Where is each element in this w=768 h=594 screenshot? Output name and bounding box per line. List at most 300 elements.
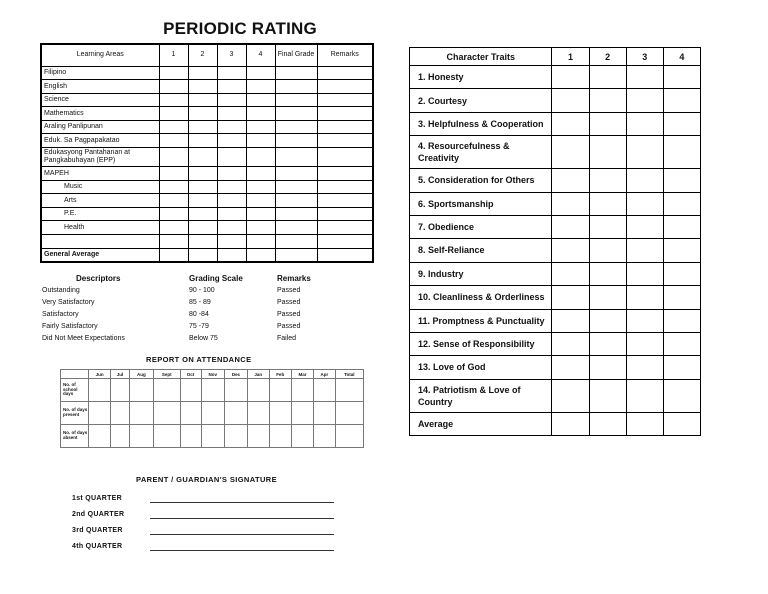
grade-cell[interactable] <box>246 80 275 94</box>
attendance-month-header: Nov <box>201 370 225 379</box>
trait-rating-cell[interactable] <box>589 309 626 332</box>
learning-area-row <box>41 207 373 221</box>
attendance-cell[interactable] <box>180 402 201 425</box>
attendance-cell[interactable] <box>291 379 313 402</box>
attendance-header-row <box>61 370 364 379</box>
general-average-row <box>41 248 373 262</box>
periodic-rating-table <box>40 43 374 263</box>
learning-area-row <box>41 134 373 148</box>
attendance-cell[interactable] <box>291 402 313 425</box>
learning-area-row <box>41 148 373 167</box>
grade-cell[interactable] <box>188 167 217 181</box>
grade-cell[interactable] <box>217 66 246 80</box>
descriptor-cell: 85 - 89 <box>189 298 211 306</box>
learning-area-label: English <box>41 80 159 94</box>
grade-cell[interactable] <box>275 93 317 107</box>
attendance-cell[interactable] <box>129 402 153 425</box>
attendance-cell[interactable] <box>201 402 225 425</box>
trait-rating-cell[interactable] <box>663 112 700 135</box>
trait-row <box>410 192 701 215</box>
learning-area-row <box>41 221 373 235</box>
grade-cell[interactable] <box>246 93 275 107</box>
learning-area-label: Edukasyong Pantahanan at Pangkabuhayan (EPP) <box>41 148 159 167</box>
learning-area-label: Eduk. Sa Pagpapakatao <box>41 134 159 148</box>
trait-label: 6. Sportsmanship <box>410 192 552 215</box>
attendance-cell[interactable] <box>335 425 363 448</box>
grade-cell[interactable] <box>275 66 317 80</box>
grade-cell[interactable] <box>159 80 188 94</box>
grade-cell[interactable] <box>188 221 217 235</box>
grade-cell[interactable] <box>217 93 246 107</box>
grade-cell[interactable] <box>246 148 275 167</box>
learning-area-label: Science <box>41 93 159 107</box>
learning-area-row <box>41 167 373 181</box>
grade-cell[interactable] <box>217 221 246 235</box>
grade-cell[interactable] <box>246 194 275 208</box>
descriptor-cell: Satisfactory <box>42 310 79 318</box>
rating-header-cell: Learning Areas <box>41 44 159 66</box>
traits-header-cell: 1 <box>552 48 589 66</box>
trait-rating-cell[interactable] <box>626 262 663 285</box>
learning-area-label: Filipino <box>41 66 159 80</box>
grade-cell[interactable] <box>275 80 317 94</box>
learning-area-label: Health <box>41 221 159 235</box>
trait-rating-cell[interactable] <box>552 379 589 412</box>
grade-cell[interactable] <box>275 207 317 221</box>
signature-quarter-label: 3rd QUARTER <box>72 527 123 534</box>
attendance-cell[interactable] <box>180 425 201 448</box>
descriptor-row <box>42 284 342 296</box>
trait-label: 14. Patriotism & Love of Country <box>410 379 552 412</box>
descriptor-cell: Failed <box>277 335 297 343</box>
trait-rating-cell[interactable] <box>552 169 589 192</box>
signature-line[interactable] <box>150 502 334 503</box>
grade-cell[interactable] <box>188 207 217 221</box>
trait-rating-cell[interactable] <box>589 262 626 285</box>
grade-cell[interactable] <box>159 248 188 262</box>
grade-cell[interactable] <box>246 167 275 181</box>
trait-rating-cell[interactable] <box>626 412 663 435</box>
trait-rating-cell[interactable] <box>663 262 700 285</box>
attendance-month-header: Mar <box>291 370 313 379</box>
trait-rating-cell[interactable] <box>589 215 626 238</box>
trait-rating-cell[interactable] <box>589 379 626 412</box>
attendance-month-header: Jul <box>111 370 130 379</box>
attendance-cell[interactable] <box>269 379 291 402</box>
descriptor-cell: Passed <box>277 310 301 318</box>
attendance-table <box>60 369 364 448</box>
descriptor-cell: Very Satisfactory <box>42 298 95 306</box>
trait-label: 12. Sense of Responsibility <box>410 332 552 355</box>
grade-cell[interactable] <box>159 207 188 221</box>
trait-row <box>410 379 701 412</box>
descriptor-cell: 80 -84 <box>189 310 209 318</box>
grade-cell[interactable] <box>246 66 275 80</box>
rating-header-cell: 1 <box>159 44 188 66</box>
attendance-cell[interactable] <box>269 402 291 425</box>
trait-rating-cell[interactable] <box>589 192 626 215</box>
grade-cell[interactable] <box>188 180 217 194</box>
attendance-cell[interactable] <box>247 425 269 448</box>
trait-rating-cell[interactable] <box>552 332 589 355</box>
grade-cell[interactable] <box>188 66 217 80</box>
grade-cell[interactable] <box>275 120 317 134</box>
attendance-cell[interactable] <box>153 402 180 425</box>
trait-label: 5. Consideration for Others <box>410 169 552 192</box>
rating-header-row <box>41 44 373 66</box>
grade-cell[interactable] <box>275 107 317 121</box>
grade-cell[interactable] <box>217 248 246 262</box>
trait-label: 3. Helpfulness & Cooperation <box>410 112 552 135</box>
signature-line[interactable] <box>150 518 334 519</box>
descriptors-header-row <box>42 272 342 284</box>
attendance-month-header: Jan <box>247 370 269 379</box>
grade-cell[interactable] <box>275 194 317 208</box>
trait-row <box>410 412 701 435</box>
grade-cell[interactable] <box>217 194 246 208</box>
learning-area-row <box>41 180 373 194</box>
attendance-month-header: Feb <box>269 370 291 379</box>
grade-cell[interactable] <box>188 93 217 107</box>
attendance-cell[interactable] <box>129 425 153 448</box>
trait-rating-cell[interactable] <box>552 286 589 309</box>
attendance-cell[interactable] <box>269 425 291 448</box>
trait-rating-cell[interactable] <box>663 412 700 435</box>
trait-rating-cell[interactable] <box>626 286 663 309</box>
attendance-month-header: Sept <box>153 370 180 379</box>
trait-rating-cell[interactable] <box>552 112 589 135</box>
trait-label: 7. Obedience <box>410 215 552 238</box>
trait-rating-cell[interactable] <box>589 356 626 379</box>
attendance-cell[interactable] <box>201 379 225 402</box>
grade-cell[interactable] <box>188 107 217 121</box>
trait-rating-cell[interactable] <box>626 332 663 355</box>
grade-cell[interactable] <box>317 80 373 94</box>
grade-cell[interactable] <box>317 167 373 181</box>
trait-label: 9. Industry <box>410 262 552 285</box>
grade-cell[interactable] <box>275 134 317 148</box>
descriptor-cell: Passed <box>277 286 301 294</box>
trait-rating-cell[interactable] <box>626 192 663 215</box>
attendance-month-header: Dec <box>225 370 248 379</box>
signature-line[interactable] <box>150 534 334 535</box>
grade-cell[interactable] <box>188 148 217 167</box>
grade-cell[interactable] <box>317 120 373 134</box>
attendance-cell[interactable] <box>314 425 336 448</box>
trait-rating-cell[interactable] <box>626 136 663 169</box>
trait-rating-cell[interactable] <box>663 89 700 112</box>
grade-cell[interactable] <box>246 134 275 148</box>
learning-area-label: Araling Panlipunan <box>41 120 159 134</box>
grade-cell[interactable] <box>317 134 373 148</box>
trait-rating-cell[interactable] <box>663 332 700 355</box>
traits-header-cell: 3 <box>626 48 663 66</box>
learning-area-label: Mathematics <box>41 107 159 121</box>
attendance-row <box>61 379 364 402</box>
descriptor-cell: Fairly Satisfactory <box>42 323 98 331</box>
trait-rating-cell[interactable] <box>552 356 589 379</box>
traits-header-cell: Character Traits <box>410 48 552 66</box>
attendance-cell[interactable] <box>89 425 111 448</box>
attendance-cell[interactable] <box>89 379 111 402</box>
grade-cell[interactable] <box>246 235 275 249</box>
descriptor-row <box>42 296 342 308</box>
trait-rating-cell[interactable] <box>552 262 589 285</box>
traits-header-row <box>410 48 701 66</box>
grade-cell[interactable] <box>159 235 188 249</box>
grade-cell[interactable] <box>159 120 188 134</box>
learning-area-row <box>41 80 373 94</box>
attendance-month-header: Jun <box>89 370 111 379</box>
grade-cell[interactable] <box>217 134 246 148</box>
descriptor-row <box>42 333 342 345</box>
trait-rating-cell[interactable] <box>589 136 626 169</box>
grade-cell[interactable] <box>275 167 317 181</box>
grade-cell[interactable] <box>159 66 188 80</box>
grade-cell[interactable] <box>317 248 373 262</box>
descriptor-cell: Passed <box>277 298 301 306</box>
rating-header-cell: Final Grade <box>275 44 317 66</box>
learning-area-row <box>41 120 373 134</box>
attendance-month-header: Apr <box>314 370 336 379</box>
attendance-cell[interactable] <box>201 425 225 448</box>
trait-rating-cell[interactable] <box>552 192 589 215</box>
attendance-cell[interactable] <box>247 379 269 402</box>
learning-area-row <box>41 235 373 249</box>
trait-rating-cell[interactable] <box>663 169 700 192</box>
descriptor-row <box>42 321 342 333</box>
learning-area-row <box>41 194 373 208</box>
descriptor-cell: Passed <box>277 323 301 331</box>
trait-rating-cell[interactable] <box>552 89 589 112</box>
grade-cell[interactable] <box>188 248 217 262</box>
attendance-cell[interactable] <box>129 379 153 402</box>
trait-label: 4. Resourcefulness & Creativity <box>410 136 552 169</box>
attendance-row-label: No. of school days <box>61 379 89 402</box>
attendance-cell[interactable] <box>153 425 180 448</box>
trait-label: 10. Cleanliness & Orderliness <box>410 286 552 309</box>
grade-cell[interactable] <box>246 180 275 194</box>
attendance-cell[interactable] <box>111 425 130 448</box>
trait-rating-cell[interactable] <box>663 136 700 169</box>
learning-area-label <box>41 235 159 249</box>
trait-rating-cell[interactable] <box>663 192 700 215</box>
trait-label: 11. Promptness & Punctuality <box>410 309 552 332</box>
trait-rating-cell[interactable] <box>663 239 700 262</box>
trait-rating-cell[interactable] <box>626 112 663 135</box>
grade-cell[interactable] <box>217 120 246 134</box>
trait-rating-cell[interactable] <box>626 215 663 238</box>
trait-row <box>410 356 701 379</box>
trait-rating-cell[interactable] <box>626 309 663 332</box>
grade-cell[interactable] <box>246 248 275 262</box>
grade-cell[interactable] <box>159 194 188 208</box>
attendance-cell[interactable] <box>314 379 336 402</box>
attendance-cell[interactable] <box>247 402 269 425</box>
attendance-title: REPORT ON ATTENDANCE <box>146 355 252 364</box>
attendance-cell[interactable] <box>111 402 130 425</box>
trait-rating-cell[interactable] <box>589 412 626 435</box>
grade-cell[interactable] <box>317 180 373 194</box>
attendance-cell[interactable] <box>153 379 180 402</box>
rating-header-cell: 2 <box>188 44 217 66</box>
trait-row <box>410 262 701 285</box>
learning-area-label: General Average <box>41 248 159 262</box>
grade-cell[interactable] <box>159 107 188 121</box>
trait-rating-cell[interactable] <box>589 169 626 192</box>
grade-cell[interactable] <box>188 235 217 249</box>
signature-quarter-label: 1st QUARTER <box>72 495 122 502</box>
grade-cell[interactable] <box>217 80 246 94</box>
attendance-cell[interactable] <box>225 379 248 402</box>
grade-cell[interactable] <box>188 120 217 134</box>
trait-label: Average <box>410 412 552 435</box>
trait-rating-cell[interactable] <box>663 356 700 379</box>
trait-rating-cell[interactable] <box>626 169 663 192</box>
learning-area-label: P.E. <box>41 207 159 221</box>
trait-rating-cell[interactable] <box>626 66 663 89</box>
trait-rating-cell[interactable] <box>663 66 700 89</box>
attendance-month-header: Oct <box>180 370 201 379</box>
trait-row <box>410 215 701 238</box>
trait-row <box>410 286 701 309</box>
learning-area-row <box>41 66 373 80</box>
grade-cell[interactable] <box>275 180 317 194</box>
attendance-cell[interactable] <box>335 402 363 425</box>
descriptor-cell: Did Not Meet Expectations <box>42 335 125 343</box>
trait-row <box>410 169 701 192</box>
trait-row <box>410 309 701 332</box>
grade-cell[interactable] <box>275 235 317 249</box>
grade-cell[interactable] <box>188 194 217 208</box>
attendance-cell[interactable] <box>225 425 248 448</box>
grade-cell[interactable] <box>217 235 246 249</box>
grade-cell[interactable] <box>317 207 373 221</box>
attendance-cell[interactable] <box>111 379 130 402</box>
grade-cell[interactable] <box>317 107 373 121</box>
trait-row <box>410 66 701 89</box>
trait-rating-cell[interactable] <box>552 239 589 262</box>
trait-rating-cell[interactable] <box>626 356 663 379</box>
attendance-row <box>61 402 364 425</box>
attendance-cell[interactable] <box>225 402 248 425</box>
grade-cell[interactable] <box>317 221 373 235</box>
grade-cell[interactable] <box>317 148 373 167</box>
descriptor-cell: Below 75 <box>189 335 218 343</box>
descriptor-header: Remarks <box>277 273 311 283</box>
descriptor-header: Grading Scale <box>189 273 243 283</box>
trait-label: 8. Self-Reliance <box>410 239 552 262</box>
grade-cell[interactable] <box>317 194 373 208</box>
trait-rating-cell[interactable] <box>589 239 626 262</box>
grade-cell[interactable] <box>159 180 188 194</box>
learning-area-label: Arts <box>41 194 159 208</box>
attendance-row <box>61 425 364 448</box>
trait-rating-cell[interactable] <box>663 286 700 309</box>
grade-cell[interactable] <box>246 120 275 134</box>
trait-rating-cell[interactable] <box>626 89 663 112</box>
grade-cell[interactable] <box>246 221 275 235</box>
trait-row <box>410 136 701 169</box>
trait-row <box>410 239 701 262</box>
trait-rating-cell[interactable] <box>663 309 700 332</box>
grade-cell[interactable] <box>159 167 188 181</box>
attendance-month-header: Total <box>335 370 363 379</box>
grade-cell[interactable] <box>217 167 246 181</box>
attendance-cell[interactable] <box>291 425 313 448</box>
grade-cell[interactable] <box>159 148 188 167</box>
grade-cell[interactable] <box>159 221 188 235</box>
trait-rating-cell[interactable] <box>663 215 700 238</box>
grade-cell[interactable] <box>275 221 317 235</box>
attendance-cell[interactable] <box>335 379 363 402</box>
grade-cell[interactable] <box>159 93 188 107</box>
attendance-cell[interactable] <box>89 402 111 425</box>
trait-rating-cell[interactable] <box>626 379 663 412</box>
attendance-cell[interactable] <box>180 379 201 402</box>
rating-header-cell: 3 <box>217 44 246 66</box>
trait-row <box>410 89 701 112</box>
grade-cell[interactable] <box>246 107 275 121</box>
attendance-cell[interactable] <box>314 402 336 425</box>
traits-header-cell: 2 <box>589 48 626 66</box>
signature-title: PARENT / GUARDIAN'S SIGNATURE <box>136 475 278 484</box>
trait-row <box>410 112 701 135</box>
trait-rating-cell[interactable] <box>552 215 589 238</box>
grade-cell[interactable] <box>159 134 188 148</box>
learning-area-label: MAPEH <box>41 167 159 181</box>
grade-cell[interactable] <box>246 207 275 221</box>
grade-cell[interactable] <box>317 93 373 107</box>
page-title: PERIODIC RATING <box>163 19 317 38</box>
learning-area-label: Music <box>41 180 159 194</box>
grade-cell[interactable] <box>217 180 246 194</box>
trait-rating-cell[interactable] <box>552 309 589 332</box>
trait-rating-cell[interactable] <box>552 412 589 435</box>
rating-header-cell: 4 <box>246 44 275 66</box>
attendance-corner-cell <box>61 370 89 379</box>
grade-cell[interactable] <box>188 134 217 148</box>
trait-label: 1. Honesty <box>410 66 552 89</box>
trait-rating-cell[interactable] <box>589 286 626 309</box>
signature-quarter-label: 4th QUARTER <box>72 543 123 550</box>
grade-cell[interactable] <box>275 148 317 167</box>
trait-rating-cell[interactable] <box>589 89 626 112</box>
attendance-row-label: No. of days absent <box>61 425 89 448</box>
grade-cell[interactable] <box>217 107 246 121</box>
trait-rating-cell[interactable] <box>626 239 663 262</box>
trait-rating-cell[interactable] <box>589 112 626 135</box>
signature-line[interactable] <box>150 550 334 551</box>
grade-cell[interactable] <box>217 148 246 167</box>
traits-header-cell: 4 <box>663 48 700 66</box>
trait-rating-cell[interactable] <box>663 379 700 412</box>
trait-rating-cell[interactable] <box>589 66 626 89</box>
attendance-row-label: No. of days present <box>61 402 89 425</box>
learning-area-row <box>41 93 373 107</box>
grade-cell[interactable] <box>317 235 373 249</box>
grade-cell[interactable] <box>188 80 217 94</box>
trait-rating-cell[interactable] <box>552 136 589 169</box>
grade-cell[interactable] <box>217 207 246 221</box>
descriptor-row <box>42 308 342 320</box>
trait-rating-cell[interactable] <box>589 332 626 355</box>
grade-cell[interactable] <box>275 248 317 262</box>
grade-cell[interactable] <box>317 66 373 80</box>
descriptor-cell: Outstanding <box>42 286 80 294</box>
trait-rating-cell[interactable] <box>552 66 589 89</box>
rating-header-cell: Remarks <box>317 44 373 66</box>
